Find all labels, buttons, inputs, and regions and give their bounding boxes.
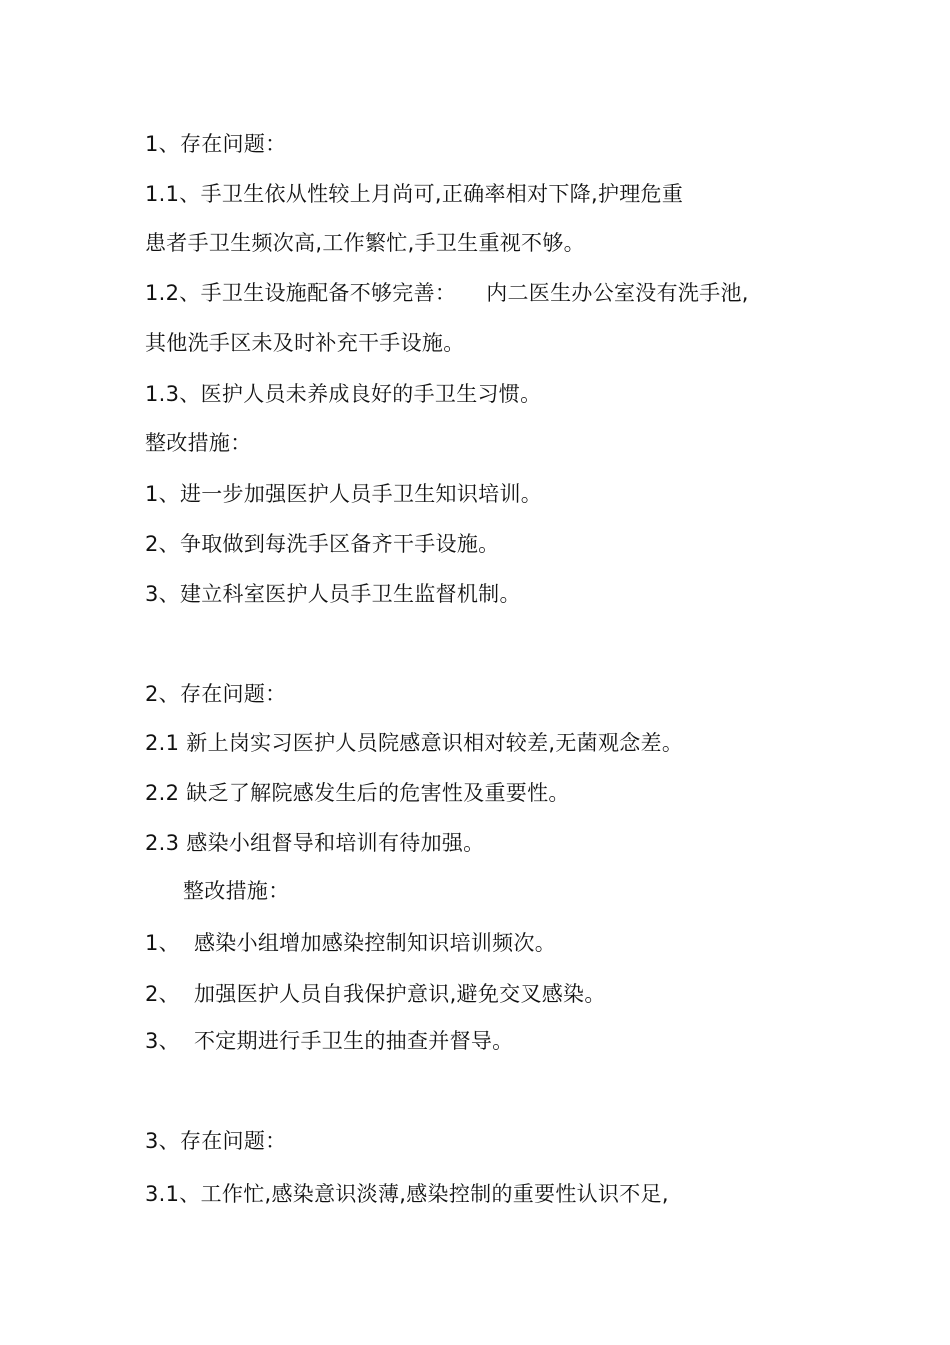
problem-1-2-detail: 内二医生办公室没有洗手池, — [486, 281, 749, 305]
measure-1-3: 3、建立科室医护人员手卫生监督机制。 — [145, 582, 521, 606]
measure-2-3 — [145, 1027, 513, 1055]
problem-2-3: 2.3 感染小组督导和培训有待加强。 — [145, 831, 485, 855]
measure-2-2-number: 2、 — [145, 982, 180, 1006]
section-1-measures-heading: 整改措施： — [145, 431, 252, 455]
measure-2-1-text: 感染小组增加感染控制知识培训频次。 — [193, 931, 557, 955]
problem-2-2: 2.2 缺乏了解院感发生后的危害性及重要性。 — [145, 781, 570, 805]
section-2-measures-heading: 整改措施： — [183, 879, 290, 903]
problem-1-1-line-1: 1.1、手卫生依从性较上月尚可,正确率相对下降,护理危重 — [145, 182, 684, 206]
measure-2-1 — [145, 929, 556, 957]
measure-2-3-number: 3、 — [145, 1029, 180, 1053]
problem-1-2-label: 1.2、手卫生设施配备不够完善： — [145, 281, 457, 305]
section-3-heading: 3、存在问题： — [145, 1129, 287, 1153]
problem-1-3: 1.3、医护人员未养成良好的手卫生习惯。 — [145, 382, 542, 406]
problem-3-1: 3.1、工作忙,感染意识淡薄,感染控制的重要性认识不足, — [145, 1182, 669, 1206]
section-1-heading: 1、存在问题： — [145, 132, 287, 156]
measure-2-2 — [145, 980, 606, 1008]
measure-2-2-text: 加强医护人员自我保护意识,避免交叉感染。 — [193, 982, 606, 1006]
problem-1-2-line-2: 其他洗手区未及时补充干手设施。 — [145, 331, 465, 355]
problem-1-2-line-1 — [145, 279, 749, 307]
problem-2-1: 2.1 新上岗实习医护人员院感意识相对较差,无菌观念差。 — [145, 731, 684, 755]
measure-2-1-number: 1、 — [145, 931, 180, 955]
section-2-heading: 2、存在问题： — [145, 682, 287, 706]
problem-1-1-line-2: 患者手卫生频次高,工作繁忙,手卫生重视不够。 — [145, 231, 585, 255]
measure-2-3-text: 不定期进行手卫生的抽查并督导。 — [193, 1029, 514, 1053]
measure-1-2: 2、争取做到每洗手区备齐干手设施。 — [145, 532, 500, 556]
measure-1-1: 1、进一步加强医护人员手卫生知识培训。 — [145, 482, 543, 506]
